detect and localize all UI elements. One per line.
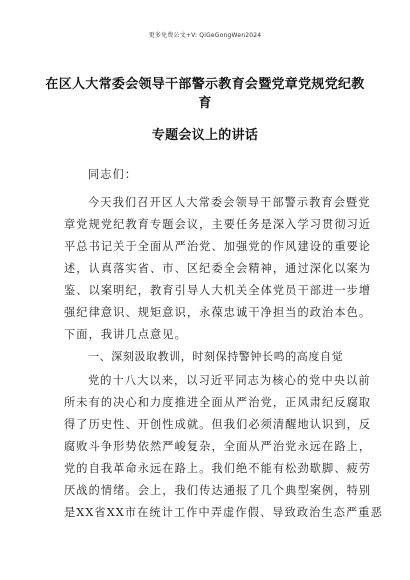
paragraph-line: 得了历史性、开创性成就。但我们必须清醒地认识到，反 (64, 418, 372, 431)
paragraph-line: 是XX省XX市在统计工作中弄虚作假、导致政治生态严重恶 (64, 506, 383, 519)
paragraph-line: 章党规党纪教育专题会议，主要任务是深入学习贯彻习近 (64, 218, 372, 231)
header-note: 更多免费公文+V: QiGeGongWen2024 (148, 32, 262, 39)
paragraph-line: 所未有的决心和力度推进全面从严治党，正风肃纪反腐取 (64, 396, 372, 409)
salutation: 同志们： (88, 168, 138, 181)
paragraph-line: 强纪律意识、规矩意识，永葆忠诚干净担当的政治本色。 (64, 306, 372, 319)
paragraph-line: 今天我们召开区人大常委会领导干部警示教育会暨党 (88, 196, 371, 209)
paragraph-line: 述，认真落实省、市、区纪委全会精神，通过深化以案为 (64, 262, 372, 275)
document-title-line-1: 在区人大常委会领导干部警示教育会暨党章党规党纪教育 (45, 77, 365, 111)
paragraph-line: 党的十八大以来，以习近平同志为核心的党中央以前 (88, 374, 371, 387)
section-heading: 一、深刻汲取教训，时刻保持警钟长鸣的高度自觉 (88, 350, 344, 363)
paragraph-line: 党的自我革命永远在路上。我们绝不能有松劲歇脚、疲劳 (64, 462, 372, 475)
paragraph-line: 腐败斗争形势依然严峻复杂，全面从严治党永远在路上， (64, 440, 372, 453)
document-title-line-2: 专题会议上的讲话 (151, 128, 259, 143)
paragraph-line: 下面，我讲几点意见。 (64, 328, 187, 341)
paragraph-line: 平总书记关于全面从严治党、加强党的作风建设的重要论 (64, 240, 372, 253)
paragraph-line: 鉴、以案明纪，教育引导人大机关全体党员干部进一步增 (64, 284, 372, 297)
paragraph-line: 厌战的情绪。会上，我们传达通报了几个典型案例，特别 (64, 484, 372, 497)
